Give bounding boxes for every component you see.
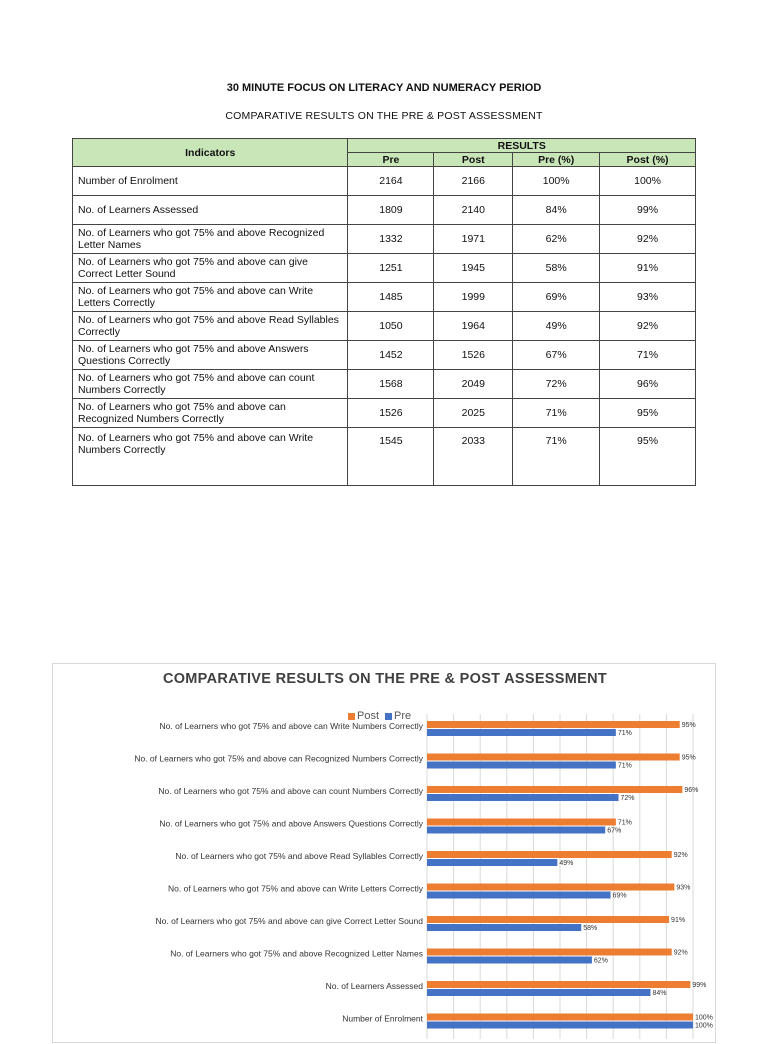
data-label-pre: 72% [620, 795, 635, 802]
cell-indicator: Number of Enrolment [73, 167, 348, 196]
header-post: Post [434, 153, 513, 167]
table-body [73, 167, 696, 486]
cell-post: 1999 [434, 283, 513, 312]
cell-indicator: No. of Learners who got 75% and above can Write Letters Correctly [73, 283, 348, 312]
cell-post: 1971 [434, 225, 513, 254]
cell-post: 2049 [434, 370, 513, 399]
bar-post [427, 884, 674, 891]
bar-post [427, 981, 690, 988]
cell-indicator: No. of Learners who got 75% and above can Write Numbers Correctly [73, 428, 348, 486]
header-pre: Pre [348, 153, 434, 167]
cell-pre-pct: 62% [513, 225, 600, 254]
table-row [73, 312, 696, 341]
cell-pre: 1568 [348, 370, 434, 399]
cell-post-pct: 92% [600, 225, 696, 254]
cell-pre-pct: 67% [513, 341, 600, 370]
category-label: No. of Learners who got 75% and above Answers Questions Correctly [159, 818, 423, 829]
table-row [73, 196, 696, 225]
cell-pre-pct: 69% [513, 283, 600, 312]
header-results: RESULTS [348, 139, 696, 153]
bar-pre [427, 924, 581, 931]
cell-pre-pct: 71% [513, 428, 600, 486]
data-label-post: 92% [673, 852, 688, 859]
cell-post-pct: 91% [600, 254, 696, 283]
data-label-post: 71% [617, 819, 632, 827]
bar-post [427, 949, 672, 956]
cell-pre-pct: 58% [513, 254, 600, 283]
data-label-pre: 62% [593, 957, 608, 965]
chart-title: COMPARATIVE RESULTS ON THE PRE & POST ASSESSMENT [162, 671, 608, 687]
cell-post: 1526 [434, 341, 513, 370]
results-table [72, 138, 696, 486]
category-label: No. of Learners who got 75% and above Recognized Letter Names [170, 948, 423, 959]
cell-indicator: No. of Learners who got 75% and above can Recognized Numbers Correctly [73, 399, 348, 428]
bar-pre [427, 892, 611, 899]
cell-indicator: No. of Learners who got 75% and above Recognized Letter Names [73, 225, 348, 254]
cell-post: 2025 [434, 399, 513, 428]
legend-label-post: Post [357, 710, 380, 722]
chart-frame [52, 663, 716, 1043]
data-label-pre: 67% [607, 827, 622, 835]
data-label-post: 92% [673, 949, 688, 957]
cell-pre-pct: 84% [513, 196, 600, 225]
category-label: No. of Learners who got 75% and above can Write Letters Correctly [168, 883, 423, 894]
cell-pre: 1809 [348, 196, 434, 225]
cell-pre-pct: 100% [513, 167, 600, 196]
data-label-pre: 84% [652, 990, 667, 997]
bar-pre [427, 827, 605, 834]
data-label-post: 95% [681, 754, 696, 762]
data-label-post: 99% [692, 982, 707, 989]
cell-pre: 1332 [348, 225, 434, 254]
header-pre-pct: Pre (%) [513, 153, 600, 167]
cell-post-pct: 95% [600, 399, 696, 428]
header-indicators: Indicators [73, 139, 348, 167]
data-label-pre: 69% [612, 892, 627, 900]
bar-pre [427, 762, 616, 769]
bar-pre [427, 957, 592, 964]
cell-post: 1945 [434, 254, 513, 283]
category-label: No. of Learners who got 75% and above can give Correct Letter Sound [155, 916, 423, 926]
bar-pre [427, 989, 650, 996]
cell-pre: 1452 [348, 341, 434, 370]
cell-indicator: No. of Learners who got 75% and above Read Syllables Correctly [73, 312, 348, 341]
header-post-pct: Post (%) [600, 153, 696, 167]
category-label: Number of Enrolment [342, 1013, 423, 1024]
bar-pre [427, 1022, 693, 1029]
cell-post-pct: 96% [600, 370, 696, 399]
table-row [73, 167, 696, 196]
bar-post [427, 851, 672, 858]
cell-pre: 1545 [348, 428, 434, 486]
cell-post-pct: 93% [600, 283, 696, 312]
table-row [73, 341, 696, 370]
category-label: No. of Learners Assessed [325, 981, 423, 991]
cell-pre-pct: 71% [513, 399, 600, 428]
data-label-post: 96% [684, 787, 699, 794]
cell-post: 2140 [434, 196, 513, 225]
document-subtitle: COMPARATIVE RESULTS ON THE PRE & POST ASSESSMENT [225, 110, 543, 122]
cell-pre: 1526 [348, 399, 434, 428]
cell-pre: 1050 [348, 312, 434, 341]
legend-label-pre: Pre [394, 710, 412, 722]
data-label-post: 91% [671, 917, 686, 924]
cell-post-pct: 95% [600, 428, 696, 486]
table-row [73, 225, 696, 254]
data-label-pre: 58% [583, 925, 598, 932]
table-row [73, 254, 696, 283]
data-label-post: 100% [695, 1014, 713, 1022]
cell-pre: 1251 [348, 254, 434, 283]
cell-indicator: No. of Learners who got 75% and above Answers Questions Correctly [73, 341, 348, 370]
cell-indicator: No. of Learners who got 75% and above can give Correct Letter Sound [73, 254, 348, 283]
data-label-pre: 71% [617, 730, 632, 737]
cell-post-pct: 71% [600, 341, 696, 370]
bar-post [427, 786, 682, 793]
table-row [73, 370, 696, 399]
category-label: No. of Learners who got 75% and above can count Numbers Correctly [158, 786, 423, 796]
cell-post: 1964 [434, 312, 513, 341]
cell-post-pct: 100% [600, 167, 696, 196]
bar-post [427, 916, 669, 923]
data-label-post: 93% [676, 884, 691, 892]
data-label-post: 95% [681, 722, 696, 729]
data-label-pre: 71% [617, 762, 632, 770]
bar-post [427, 1014, 693, 1021]
document-title: 30 MINUTE FOCUS ON LITERACY AND NUMERACY PERIOD [226, 82, 542, 94]
cell-post: 2166 [434, 167, 513, 196]
category-label: No. of Learners who got 75% and above can Recognized Numbers Correctly [134, 753, 423, 764]
cell-pre: 1485 [348, 283, 434, 312]
cell-post: 2033 [434, 428, 513, 486]
cell-pre-pct: 72% [513, 370, 600, 399]
cell-pre: 2164 [348, 167, 434, 196]
category-label: No. of Learners who got 75% and above Read Syllables Correctly [175, 851, 423, 861]
cell-pre-pct: 49% [513, 312, 600, 341]
bar-post [427, 754, 680, 761]
cell-post-pct: 99% [600, 196, 696, 225]
bar-post [427, 721, 680, 728]
bar-pre [427, 794, 619, 801]
bar-post [427, 819, 616, 826]
bar-pre [427, 859, 557, 866]
bar-pre [427, 729, 616, 736]
cell-indicator: No. of Learners Assessed [73, 196, 348, 225]
data-label-pre: 100% [695, 1022, 713, 1030]
category-label: No. of Learners who got 75% and above can Write Numbers Correctly [159, 721, 423, 731]
bar-chart [53, 664, 717, 1044]
table-row [73, 428, 696, 486]
cell-indicator: No. of Learners who got 75% and above can count Numbers Correctly [73, 370, 348, 399]
data-label-pre: 49% [559, 860, 574, 867]
table-row [73, 283, 696, 312]
cell-post-pct: 92% [600, 312, 696, 341]
table-row [73, 399, 696, 428]
